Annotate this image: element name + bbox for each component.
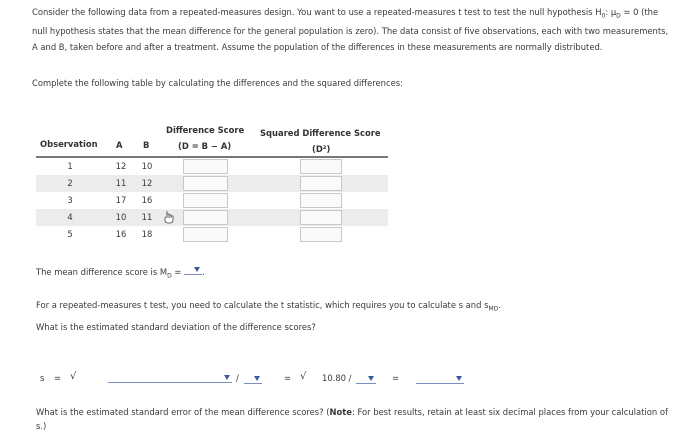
- diff-header: Difference Score: [166, 125, 245, 135]
- rm-end: .: [498, 300, 501, 310]
- b-cell: 16: [141, 195, 153, 205]
- sqdiff-input-5[interactable]: [300, 227, 342, 242]
- sqdiff-header: Squared Difference Score: [260, 128, 381, 138]
- table-row: [36, 158, 388, 175]
- col-b-header: B: [143, 140, 150, 150]
- a-cell: 12: [115, 161, 127, 171]
- question-se: [36, 405, 686, 433]
- chevron-down-icon: [456, 376, 462, 381]
- question-sd: What is the estimated standard deviation of the difference scores?: [36, 322, 316, 332]
- sqdiff-formula-header: (D²): [312, 144, 331, 154]
- ss-dropdown[interactable]: [108, 372, 232, 383]
- diff-formula-header: (D = B − A): [178, 141, 232, 151]
- sqdiff-input-2[interactable]: [300, 176, 342, 191]
- mean-diff-equals: =: [171, 267, 185, 277]
- chevron-down-icon: [194, 267, 200, 272]
- problem-intro: [32, 5, 692, 55]
- sqrt-icon-2: √: [300, 371, 307, 382]
- h-subscript: 0: [601, 12, 606, 20]
- equals-1: =: [54, 373, 62, 383]
- df-dropdown[interactable]: [244, 373, 262, 384]
- col-a-header: A: [116, 140, 123, 150]
- intro-line-3: A and B, taken before and after a treatment. Assume the population of the differences in these measurements are normally distributed.: [32, 41, 603, 52]
- b-cell: 12: [141, 178, 153, 188]
- rm-text: For a repeated-measures t test, you need to calculate the t statistic, which requires you to calculate s and s: [36, 300, 489, 310]
- b-cell: 11: [141, 212, 153, 222]
- mean-diff-label: The mean difference score is M: [36, 267, 168, 277]
- b-cell: 18: [141, 229, 153, 239]
- diff-input-3[interactable]: [183, 193, 228, 208]
- diff-input-1[interactable]: [183, 159, 228, 174]
- a-cell: 10: [115, 212, 127, 222]
- repeated-measures-text: [36, 300, 501, 313]
- chevron-down-icon: [254, 376, 260, 381]
- table-row: [36, 175, 388, 192]
- b-cell: 10: [141, 161, 153, 171]
- obs-cell: 2: [67, 178, 73, 188]
- intro-line-2: null hypothesis states that the mean difference for the general population is zero). The data consist of five observations, each with two measurements,: [32, 26, 669, 37]
- obs-cell: 3: [67, 195, 73, 205]
- equals-2: =: [284, 373, 292, 383]
- table-row: [36, 209, 388, 226]
- ss-value: 10.80 /: [322, 373, 352, 383]
- hand-cursor-icon: [163, 210, 175, 224]
- a-cell: 11: [115, 178, 127, 188]
- diff-input-4[interactable]: [183, 210, 228, 225]
- sd-formula: [40, 373, 480, 387]
- intro-text-1b: : μ: [605, 7, 617, 17]
- mean-difference-line: The mean difference score is $M_D$ = .: [36, 264, 205, 280]
- a-cell: 17: [115, 195, 127, 205]
- table-instructions: Complete the following table by calculating the differences and the squared differences:: [32, 78, 403, 88]
- s-symbol: s: [40, 373, 45, 383]
- q2-text: What is the estimated standard error of the mean difference scores? (: [36, 407, 330, 417]
- sd-result-dropdown[interactable]: [416, 373, 464, 384]
- q2-line2: s.): [36, 421, 47, 431]
- obs-cell: 1: [67, 161, 73, 171]
- sqdiff-input-1[interactable]: [300, 159, 342, 174]
- data-table: [36, 121, 396, 251]
- q2-rest: : For best results, retain at least six decimal places from your calculation of: [351, 407, 668, 417]
- df2-dropdown[interactable]: [356, 373, 376, 384]
- mu-subscript: D: [616, 12, 621, 20]
- sqdiff-input-3[interactable]: [300, 193, 342, 208]
- slash-1: /: [236, 373, 239, 383]
- intro-text-1c: = 0 (the: [620, 7, 659, 17]
- diff-input-5[interactable]: [183, 227, 228, 242]
- obs-cell: 5: [67, 229, 73, 239]
- smd-subscript: MD: [488, 305, 499, 313]
- df2-dropdown-wrap: [356, 373, 376, 386]
- equals-3: =: [392, 373, 400, 383]
- observation-header: Observation: [40, 139, 98, 149]
- mean-diff-dropdown[interactable]: [184, 264, 202, 275]
- diff-input-2[interactable]: [183, 176, 228, 191]
- intro-text-1: Consider the following data from a repeated-measures design. You want to use a repeated-measures t test to test the null hypothesis H: [32, 7, 602, 17]
- chevron-down-icon: [368, 376, 374, 381]
- sqrt-icon: √: [70, 371, 77, 382]
- sd-result-wrap: [416, 373, 464, 386]
- a-cell: 16: [115, 229, 127, 239]
- table-row: [36, 226, 388, 243]
- sqrt-line-1: [108, 373, 232, 386]
- table-row: [36, 192, 388, 209]
- df-dropdown-wrap: [244, 373, 262, 386]
- sqdiff-input-4[interactable]: [300, 210, 342, 225]
- q2-note: Note: [329, 407, 352, 417]
- obs-cell: 4: [67, 212, 73, 222]
- intro-line-1: [32, 5, 692, 24]
- md-subscript: D: [167, 272, 172, 280]
- chevron-down-icon: [224, 375, 230, 380]
